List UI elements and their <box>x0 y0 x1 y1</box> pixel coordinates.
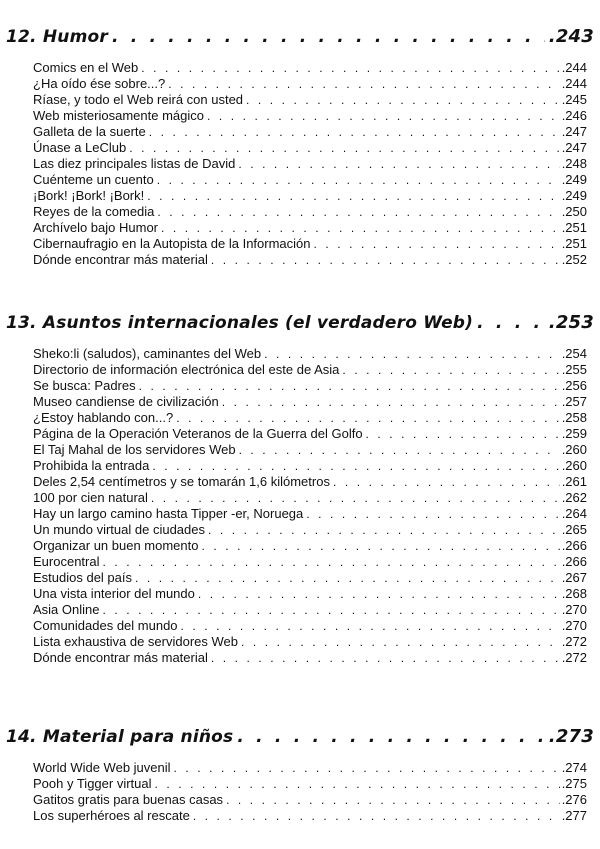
leader-dots <box>102 602 559 618</box>
entry-title: Organizar un buen momento <box>33 538 199 553</box>
toc-entry[interactable] <box>33 650 587 666</box>
toc-entry[interactable] <box>33 188 587 204</box>
entry-page-number: .260 <box>561 442 587 457</box>
toc-entry[interactable] <box>33 792 587 808</box>
leader-dots <box>193 808 560 824</box>
chapter-title: 14. Material para niños <box>6 727 234 747</box>
entry-title: Gatitos gratis para buenas casas <box>33 792 224 807</box>
entry-page-number: .274 <box>561 760 587 775</box>
entry-page-number: .272 <box>561 634 587 649</box>
leader-dots <box>201 538 559 554</box>
toc-entry[interactable] <box>33 362 587 378</box>
leader-dots <box>238 156 559 172</box>
entry-page-number: .275 <box>561 776 587 791</box>
chapter-heading[interactable] <box>6 726 594 754</box>
entry-page-number: .267 <box>561 570 587 585</box>
leader-dots <box>333 474 560 490</box>
chapter-page-number: .253 <box>548 312 594 333</box>
entry-page-number: .246 <box>561 108 587 123</box>
entry-page-number: .249 <box>561 172 587 187</box>
leader-dots <box>174 760 560 776</box>
toc-entry[interactable] <box>33 426 587 442</box>
toc-entry[interactable] <box>33 808 587 824</box>
entry-page-number: .245 <box>561 92 587 107</box>
entry-title: Directorio de información electrónica del este de Asia <box>33 362 340 377</box>
leader-dots <box>112 27 545 47</box>
entry-title: Web misteriosamente mágico <box>33 108 204 123</box>
leader-dots <box>211 252 560 268</box>
leader-dots <box>306 506 559 522</box>
toc-entry[interactable] <box>33 124 587 140</box>
toc-entry[interactable] <box>33 760 587 776</box>
chapter-heading[interactable] <box>6 312 594 340</box>
toc-entry[interactable] <box>33 442 587 458</box>
toc-entry[interactable] <box>33 410 587 426</box>
entry-page-number: .276 <box>561 792 587 807</box>
entry-page-number: .277 <box>561 808 587 823</box>
entry-title: Reyes de la comedia <box>33 204 155 219</box>
leader-dots <box>155 776 560 792</box>
leader-dots <box>176 410 559 426</box>
entry-page-number: .255 <box>561 362 587 377</box>
entry-title: Cibernaufragio en la Autopista de la Información <box>33 236 311 251</box>
entry-title: Comunidades del mundo <box>33 618 178 633</box>
entry-title: Sheko:li (saludos), caminantes del Web <box>33 346 262 361</box>
entry-page-number: .264 <box>561 506 587 521</box>
entry-title: Comics en el Web <box>33 60 139 75</box>
toc-entry[interactable] <box>33 570 587 586</box>
toc-entry[interactable] <box>33 108 587 124</box>
entry-page-number: .261 <box>561 474 587 489</box>
toc-entry[interactable] <box>33 378 587 394</box>
entry-title: Deles 2,54 centímetros y se tomarán 1,6 kilómetros <box>33 474 330 489</box>
toc-entry[interactable] <box>33 602 587 618</box>
chapter-12 <box>0 26 600 268</box>
toc-entry[interactable] <box>33 204 587 220</box>
toc-entry[interactable] <box>33 458 587 474</box>
entry-page-number: .268 <box>561 586 587 601</box>
leader-dots <box>139 378 560 394</box>
entry-page-number: .252 <box>561 252 587 267</box>
entry-page-number: .251 <box>561 220 587 235</box>
entry-list <box>0 760 600 824</box>
leader-dots <box>151 490 560 506</box>
entry-page-number: .257 <box>561 394 587 409</box>
entry-page-number: .248 <box>561 156 587 171</box>
entry-page-number: .266 <box>561 554 587 569</box>
toc-entry[interactable] <box>33 172 587 188</box>
entry-page-number: .270 <box>561 618 587 633</box>
leader-dots <box>141 60 559 76</box>
leader-dots <box>366 426 560 442</box>
entry-page-number: .244 <box>561 76 587 91</box>
leader-dots <box>135 570 560 586</box>
leader-dots <box>157 172 560 188</box>
leader-dots <box>314 236 560 252</box>
leader-dots <box>198 586 560 602</box>
entry-page-number: .262 <box>561 490 587 505</box>
leader-dots <box>477 313 545 333</box>
entry-title: ¡Bork! ¡Bork! ¡Bork! <box>33 188 145 203</box>
toc-entry[interactable] <box>33 156 587 172</box>
entry-list <box>0 60 600 268</box>
leader-dots <box>226 792 560 808</box>
entry-page-number: .270 <box>561 602 587 617</box>
leader-dots <box>241 634 560 650</box>
entry-title: 100 por cien natural <box>33 490 148 505</box>
entry-title: Dónde encontrar más material <box>33 650 208 665</box>
toc-entry[interactable] <box>33 522 587 538</box>
chapter-14 <box>0 726 600 824</box>
entry-title: Un mundo virtual de ciudades <box>33 522 205 537</box>
leader-dots <box>129 140 559 156</box>
entry-page-number: .254 <box>561 346 587 361</box>
entry-title: Prohibida la entrada <box>33 458 150 473</box>
entry-title: Asia Online <box>33 602 100 617</box>
toc-entry[interactable] <box>33 506 587 522</box>
entry-page-number: .272 <box>561 650 587 665</box>
entry-title: Únase a LeClub <box>33 140 127 155</box>
entry-title: ¿Estoy hablando con...? <box>33 410 174 425</box>
entry-title: Pooh y Tigger virtual <box>33 776 152 791</box>
leader-dots <box>181 618 560 634</box>
chapter-title: 13. Asuntos internacionales (el verdadero Web) <box>6 313 474 333</box>
leader-dots <box>211 650 560 666</box>
toc-entry[interactable] <box>33 236 587 252</box>
toc-entry[interactable] <box>33 140 587 156</box>
leader-dots <box>147 188 559 204</box>
toc-entry[interactable] <box>33 60 587 76</box>
toc-entry[interactable] <box>33 474 587 490</box>
entry-page-number: .251 <box>561 236 587 251</box>
leader-dots <box>264 346 560 362</box>
chapter-page-number: .273 <box>548 726 594 747</box>
leader-dots <box>168 76 559 92</box>
entry-page-number: .259 <box>561 426 587 441</box>
chapter-13 <box>0 312 600 666</box>
toc-entry[interactable] <box>33 634 587 650</box>
leader-dots <box>246 92 560 108</box>
toc-entry[interactable] <box>33 586 587 602</box>
entry-page-number: .265 <box>561 522 587 537</box>
toc-entry[interactable] <box>33 538 587 554</box>
entry-page-number: .247 <box>561 124 587 139</box>
entry-title: Página de la Operación Veteranos de la Guerra del Golfo <box>33 426 363 441</box>
toc-entry[interactable] <box>33 618 587 634</box>
entry-title: World Wide Web juvenil <box>33 760 171 775</box>
leader-dots <box>152 458 559 474</box>
leader-dots <box>237 727 544 747</box>
entry-page-number: .258 <box>561 410 587 425</box>
entry-title: Lista exhaustiva de servidores Web <box>33 634 238 649</box>
entry-page-number: .247 <box>561 140 587 155</box>
leader-dots <box>342 362 559 378</box>
leader-dots <box>222 394 560 410</box>
toc-entry[interactable] <box>33 490 587 506</box>
entry-page-number: .266 <box>561 538 587 553</box>
chapter-heading[interactable] <box>6 26 594 54</box>
entry-page-number: .260 <box>561 458 587 473</box>
entry-title: Museo candiense de civilización <box>33 394 219 409</box>
toc-entry[interactable] <box>33 252 587 268</box>
leader-dots <box>161 220 560 236</box>
entry-title: Archívelo bajo Humor <box>33 220 158 235</box>
entry-page-number: .256 <box>561 378 587 393</box>
entry-title: Los superhéroes al rescate <box>33 808 190 823</box>
leader-dots <box>207 108 560 124</box>
entry-title: Dónde encontrar más material <box>33 252 208 267</box>
toc-entry[interactable] <box>33 554 587 570</box>
toc-entry[interactable] <box>33 776 587 792</box>
leader-dots <box>149 124 560 140</box>
entry-title: Cuénteme un cuento <box>33 172 154 187</box>
toc-entry[interactable] <box>33 220 587 236</box>
leader-dots <box>102 554 559 570</box>
entry-title: Se busca: Padres <box>33 378 136 393</box>
leader-dots <box>208 522 560 538</box>
entry-title: Ríase, y todo el Web reirá con usted <box>33 92 244 107</box>
entry-title: Galleta de la suerte <box>33 124 146 139</box>
chapter-page-number: .243 <box>548 26 594 47</box>
toc-entry[interactable] <box>33 346 587 362</box>
entry-page-number: .244 <box>561 60 587 75</box>
entry-title: Estudios del país <box>33 570 133 585</box>
leader-dots <box>157 204 559 220</box>
entry-title: El Taj Mahal de los servidores Web <box>33 442 236 457</box>
entry-title: ¿Ha oído ése sobre...? <box>33 76 166 91</box>
entry-list <box>0 346 600 666</box>
entry-page-number: .250 <box>561 204 587 219</box>
entry-title: Las diez principales listas de David <box>33 156 236 171</box>
entry-title: Eurocentral <box>33 554 100 569</box>
entry-title: Hay un largo camino hasta Tipper -er, Noruega <box>33 506 304 521</box>
chapter-title: 12. Humor <box>6 27 108 47</box>
toc-entry[interactable] <box>33 76 587 92</box>
leader-dots <box>239 442 560 458</box>
entry-title: Una vista interior del mundo <box>33 586 195 601</box>
entry-page-number: .249 <box>561 188 587 203</box>
toc-entry[interactable] <box>33 92 587 108</box>
toc-entry[interactable] <box>33 394 587 410</box>
